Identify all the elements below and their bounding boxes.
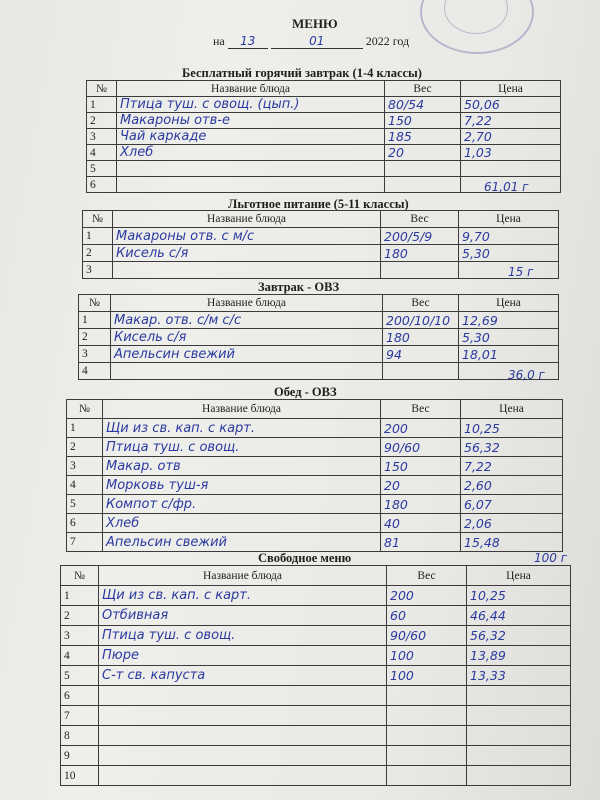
row-number: 10: [61, 766, 99, 786]
table-row: [61, 766, 571, 786]
dish-price-text: 12,69: [462, 312, 498, 328]
dish-name: [117, 177, 385, 193]
table-row: [83, 245, 559, 262]
dish-name: [111, 329, 383, 346]
table-row: [83, 262, 559, 279]
menu-table-lunch-ovz: [66, 399, 563, 552]
row-number: 5: [87, 161, 117, 177]
row-number: 3: [87, 129, 117, 145]
dish-name: [113, 228, 381, 245]
table-header-row: [61, 566, 571, 586]
dish-name-text: Птица туш. с овощ.: [102, 628, 236, 643]
col-header-weight: Вес: [381, 400, 461, 419]
table-row: [61, 586, 571, 606]
table-row: [61, 726, 571, 746]
dish-name: [111, 346, 383, 363]
dish-price-text: 2,06: [464, 515, 492, 531]
dish-price-text: 13,89: [470, 648, 506, 663]
dish-weight: [383, 363, 459, 380]
dish-name: [117, 161, 385, 177]
row-number: 4: [67, 476, 103, 495]
table-header-row: [79, 295, 559, 312]
table-row: [79, 363, 559, 380]
dish-name: [117, 113, 385, 129]
dish-weight: [387, 646, 467, 666]
section-total-lunch-ovz: 100 г: [534, 551, 568, 565]
dish-price: [459, 312, 559, 329]
table-row: [87, 113, 561, 129]
dish-weight: [387, 706, 467, 726]
dish-price: [461, 113, 561, 129]
dish-name: [103, 438, 381, 457]
table-row: [67, 514, 563, 533]
table-row: [67, 438, 563, 457]
date-month: 01: [271, 34, 363, 49]
dish-weight: [381, 419, 461, 438]
dish-price: [467, 626, 571, 646]
dish-weight: [385, 97, 461, 113]
dish-weight-text: 90/60: [384, 439, 421, 455]
section-title-lunch-ovz: Обед - ОВЗ: [274, 385, 337, 399]
table-row: [87, 161, 561, 177]
col-header-name: Название блюда: [117, 81, 385, 97]
table-row: [61, 666, 571, 686]
dish-weight-text: 185: [388, 129, 412, 144]
table-header-row: [67, 400, 563, 419]
dish-price-text: 1,03: [464, 145, 492, 160]
dish-name-text: Макар. отв: [106, 458, 181, 474]
table-header-row: [87, 81, 561, 97]
row-number: 5: [61, 666, 99, 686]
dish-name: [117, 129, 385, 145]
table-row: [61, 686, 571, 706]
dish-weight: [381, 262, 459, 279]
dish-name-text: Щи из св. кап. с карт.: [106, 420, 256, 436]
dish-name-text: Птица туш. с овощ. (цып.): [120, 97, 300, 112]
col-header-num: №: [87, 81, 117, 97]
section-title-preferential: Льготное питание (5-11 классы): [228, 197, 409, 211]
dish-weight: [385, 129, 461, 145]
dish-name: [99, 626, 387, 646]
dish-weight-text: 180: [386, 329, 410, 345]
dish-weight-text: 180: [384, 245, 408, 261]
dish-weight: [385, 161, 461, 177]
date-line: [213, 34, 409, 49]
dish-weight: [387, 626, 467, 646]
dish-price-text: 6,07: [464, 496, 492, 512]
section-total-breakfast-ovz: 36,0 г: [508, 368, 545, 382]
dish-price: [459, 245, 559, 262]
dish-price-text: 5,30: [462, 329, 490, 345]
dish-weight-text: 150: [384, 458, 408, 474]
dish-name: [99, 706, 387, 726]
dish-price: [459, 228, 559, 245]
dish-name-text: Морковь туш-я: [106, 477, 209, 493]
dish-weight-text: 200/5/9: [384, 228, 433, 244]
dish-weight: [381, 457, 461, 476]
dish-weight: [387, 666, 467, 686]
dish-name-text: Отбивная: [102, 608, 169, 623]
table-row: [79, 329, 559, 346]
table-row: [83, 228, 559, 245]
table-row: [61, 606, 571, 626]
dish-price: [461, 161, 561, 177]
date-prefix: на: [213, 34, 225, 48]
col-header-name: Название блюда: [113, 211, 381, 228]
dish-name: [103, 514, 381, 533]
dish-weight: [383, 346, 459, 363]
row-number: 4: [61, 646, 99, 666]
row-number: 1: [87, 97, 117, 113]
dish-price-text: 46,44: [470, 608, 506, 623]
row-number: 1: [67, 419, 103, 438]
row-number: 7: [61, 706, 99, 726]
col-header-price: Цена: [461, 400, 563, 419]
dish-price-text: 10,25: [464, 420, 500, 436]
dish-name-text: Хлеб: [106, 515, 140, 531]
dish-name-text: Макароны отв. с м/с: [116, 228, 255, 244]
dish-name: [111, 312, 383, 329]
dish-name-text: Макароны отв-е: [120, 113, 230, 128]
date-day: 13: [228, 34, 268, 49]
dish-price: [461, 514, 563, 533]
dish-name-text: Чай каркаде: [120, 129, 207, 144]
dish-name: [99, 746, 387, 766]
table-row: [61, 746, 571, 766]
dish-weight-text: 94: [386, 346, 402, 362]
dish-name-text: Птица туш. с овощ.: [106, 439, 240, 455]
row-number: 2: [87, 113, 117, 129]
dish-weight: [381, 495, 461, 514]
dish-price-text: 7,22: [464, 458, 492, 474]
dish-price: [467, 586, 571, 606]
table-row: [61, 646, 571, 666]
dish-weight-text: 20: [388, 145, 404, 160]
dish-price: [467, 606, 571, 626]
dish-weight-text: 180: [384, 496, 408, 512]
menu-table-free-breakfast: [86, 80, 561, 193]
dish-name: [99, 726, 387, 746]
dish-weight-text: 40: [384, 515, 400, 531]
dish-weight: [381, 533, 461, 552]
row-number: 5: [67, 495, 103, 514]
dish-price: [467, 646, 571, 666]
dish-price: [461, 533, 563, 552]
row-number: 1: [79, 312, 111, 329]
col-header-num: №: [67, 400, 103, 419]
dish-price: [461, 476, 563, 495]
col-header-num: №: [61, 566, 99, 586]
section-total-preferential: 15 г: [508, 265, 534, 279]
section-title-free-breakfast: Бесплатный горячий завтрак (1-4 классы): [182, 66, 422, 80]
col-header-name: Название блюда: [111, 295, 383, 312]
dish-name-text: Апельсин свежий: [106, 534, 228, 550]
dish-name: [103, 495, 381, 514]
dish-weight-text: 200: [390, 588, 414, 603]
dish-price: [467, 686, 571, 706]
page-title: МЕНЮ: [292, 16, 338, 31]
dish-price-text: 18,01: [462, 346, 498, 362]
dish-name: [99, 646, 387, 666]
col-header-weight: Вес: [385, 81, 461, 97]
dish-price-text: 15,48: [464, 534, 500, 550]
row-number: 1: [61, 586, 99, 606]
dish-name-text: Апельсин свежий: [114, 346, 236, 362]
dish-name-text: Пюре: [102, 648, 139, 663]
row-number: 3: [83, 262, 113, 279]
dish-name: [117, 145, 385, 161]
col-header-name: Название блюда: [103, 400, 381, 419]
table-row: [79, 346, 559, 363]
dish-weight-text: 20: [384, 477, 400, 493]
dish-name: [111, 363, 383, 380]
dish-weight: [381, 476, 461, 495]
dish-price: [459, 346, 559, 363]
dish-price-text: 56,32: [464, 439, 500, 455]
table-row: [67, 476, 563, 495]
col-header-name: Название блюда: [99, 566, 387, 586]
row-number: 1: [83, 228, 113, 245]
dish-name: [103, 419, 381, 438]
dish-price-text: 50,06: [464, 97, 500, 112]
dish-weight-text: 90/60: [390, 628, 427, 643]
dish-name-text: Щи из св. кап. с карт.: [102, 588, 252, 603]
table-row: [61, 626, 571, 646]
dish-price: [461, 457, 563, 476]
menu-table-breakfast-ovz: [78, 294, 559, 380]
dish-weight: [383, 329, 459, 346]
table-row: [87, 97, 561, 113]
menu-table-preferential: [82, 210, 559, 279]
dish-weight: [385, 113, 461, 129]
dish-price-text: 5,30: [462, 245, 490, 261]
dish-weight: [383, 312, 459, 329]
col-header-price: Цена: [461, 81, 561, 97]
stamp-seal-inner: [444, 0, 508, 34]
dish-name: [113, 245, 381, 262]
dish-weight: [387, 766, 467, 786]
dish-weight: [381, 228, 459, 245]
dish-weight: [387, 686, 467, 706]
dish-weight-text: 100: [390, 668, 414, 683]
dish-weight-text: 81: [384, 534, 400, 550]
table-row: [87, 129, 561, 145]
row-number: 4: [87, 145, 117, 161]
table-row: [67, 495, 563, 514]
dish-weight-text: 150: [388, 113, 412, 128]
dish-price: [467, 666, 571, 686]
dish-name: [99, 766, 387, 786]
row-number: 3: [67, 457, 103, 476]
dish-price: [467, 726, 571, 746]
dish-weight: [387, 586, 467, 606]
col-header-num: №: [79, 295, 111, 312]
dish-name-text: Макар. отв. с/м с/с: [114, 312, 242, 328]
row-number: 2: [61, 606, 99, 626]
col-header-price: Цена: [459, 295, 559, 312]
dish-weight-text: 80/54: [388, 97, 425, 112]
dish-name: [103, 533, 381, 552]
section-total-free-breakfast: 61,01 г: [484, 180, 529, 194]
dish-price: [461, 145, 561, 161]
dish-weight-text: 200: [384, 420, 408, 436]
dish-price: [461, 438, 563, 457]
dish-name-text: Кисель с/я: [116, 245, 189, 261]
dish-weight: [387, 606, 467, 626]
dish-weight-text: 100: [390, 648, 414, 663]
row-number: 6: [67, 514, 103, 533]
dish-weight: [381, 245, 459, 262]
row-number: 3: [61, 626, 99, 646]
col-header-weight: Вес: [381, 211, 459, 228]
dish-weight: [387, 726, 467, 746]
dish-price: [467, 706, 571, 726]
table-row: [87, 145, 561, 161]
dish-weight-text: 60: [390, 608, 406, 623]
dish-price-text: 2,70: [464, 129, 492, 144]
row-number: 6: [87, 177, 117, 193]
dish-price: [461, 495, 563, 514]
dish-price: [461, 129, 561, 145]
row-number: 8: [61, 726, 99, 746]
row-number: 2: [83, 245, 113, 262]
dish-name: [113, 262, 381, 279]
section-title-free-menu: Свободное меню: [258, 551, 352, 565]
dish-price-text: 13,33: [470, 668, 506, 683]
dish-name: [103, 476, 381, 495]
row-number: 6: [61, 686, 99, 706]
dish-price: [461, 97, 561, 113]
col-header-num: №: [83, 211, 113, 228]
table-header-row: [83, 211, 559, 228]
dish-name-text: Хлеб: [120, 145, 154, 160]
dish-price-text: 7,22: [464, 113, 492, 128]
dish-weight: [387, 746, 467, 766]
dish-weight: [381, 514, 461, 533]
dish-name-text: Кисель с/я: [114, 329, 187, 345]
date-suffix: 2022 год: [365, 34, 410, 48]
dish-weight: [385, 177, 461, 193]
table-row: [67, 533, 563, 552]
table-row: [67, 457, 563, 476]
col-header-price: Цена: [467, 566, 571, 586]
row-number: 9: [61, 746, 99, 766]
dish-price: [467, 746, 571, 766]
dish-name: [99, 606, 387, 626]
dish-name: [103, 457, 381, 476]
dish-weight-text: 200/10/10: [386, 312, 451, 328]
dish-price-text: 10,25: [470, 588, 506, 603]
dish-name: [117, 97, 385, 113]
col-header-weight: Вес: [387, 566, 467, 586]
dish-name-text: Компот с/фр.: [106, 496, 197, 512]
table-row: [67, 419, 563, 438]
row-number: 3: [79, 346, 111, 363]
row-number: 7: [67, 533, 103, 552]
dish-price-text: 56,32: [470, 628, 506, 643]
col-header-price: Цена: [459, 211, 559, 228]
dish-name: [99, 586, 387, 606]
dish-price: [459, 329, 559, 346]
row-number: 4: [79, 363, 111, 380]
dish-name-text: С-т св. капуста: [102, 668, 206, 683]
section-title-breakfast-ovz: Завтрак - ОВЗ: [258, 280, 340, 294]
table-row: [79, 312, 559, 329]
dish-price: [467, 766, 571, 786]
dish-price-text: 2,60: [464, 477, 492, 493]
menu-table-free-menu: [60, 565, 571, 786]
dish-weight: [381, 438, 461, 457]
table-row: [61, 706, 571, 726]
row-number: 2: [67, 438, 103, 457]
dish-weight: [385, 145, 461, 161]
dish-name: [99, 666, 387, 686]
dish-name: [99, 686, 387, 706]
col-header-weight: Вес: [383, 295, 459, 312]
dish-price-text: 9,70: [462, 228, 490, 244]
dish-price: [461, 419, 563, 438]
row-number: 2: [79, 329, 111, 346]
